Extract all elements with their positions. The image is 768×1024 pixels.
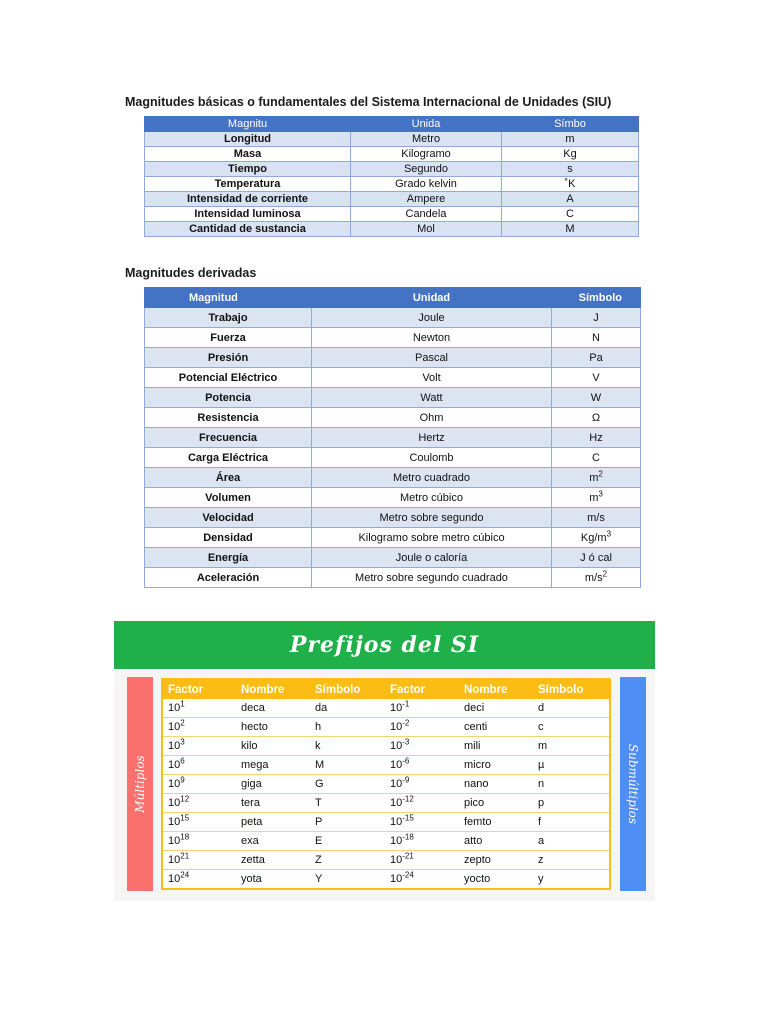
column-header: Unidad bbox=[312, 288, 552, 308]
unit-cell: Metro sobre segundo cuadrado bbox=[312, 568, 552, 588]
factor-base: 10 bbox=[390, 721, 403, 733]
unit-cell: Candela bbox=[351, 207, 502, 222]
factor-base: 10 bbox=[168, 797, 181, 809]
magnitude-cell: Carga Eléctrica bbox=[145, 448, 312, 468]
unit-cell: Metro cúbico bbox=[312, 488, 552, 508]
derived-magnitudes-title: Magnitudes derivadas bbox=[125, 266, 257, 280]
submultiple-factor-cell bbox=[385, 851, 459, 870]
submultiple-symbol-cell: a bbox=[533, 832, 610, 851]
table-header-row bbox=[145, 117, 639, 132]
symbol-base: m bbox=[589, 471, 599, 484]
submultiples-side-bar bbox=[620, 677, 646, 891]
symbol-cell: J ó cal bbox=[552, 548, 641, 568]
magnitude-cell: Masa bbox=[145, 147, 351, 162]
multiple-symbol-cell: M bbox=[310, 756, 385, 775]
unit-cell: Joule o caloría bbox=[312, 548, 552, 568]
factor-base: 10 bbox=[390, 702, 403, 714]
submultiple-name-cell: yocto bbox=[459, 870, 533, 890]
multiple-factor-cell bbox=[162, 737, 236, 756]
table-row bbox=[145, 177, 639, 192]
factor-base: 10 bbox=[168, 873, 181, 885]
unit-cell: Mol bbox=[351, 222, 502, 237]
unit-cell: Volt bbox=[312, 368, 552, 388]
symbol-exponent: 2 bbox=[602, 568, 608, 578]
submultiple-name-cell: nano bbox=[459, 775, 533, 794]
table-row bbox=[162, 737, 610, 756]
symbol-cell bbox=[552, 568, 641, 588]
table-row bbox=[145, 528, 641, 548]
factor-base: 10 bbox=[168, 854, 181, 866]
table-row bbox=[162, 832, 610, 851]
submultiple-factor-cell bbox=[385, 870, 459, 890]
table-row bbox=[145, 328, 641, 348]
magnitude-cell: Área bbox=[145, 468, 312, 488]
factor-base: 10 bbox=[168, 778, 181, 790]
derived-magnitudes-table bbox=[144, 287, 641, 588]
table-row bbox=[145, 132, 639, 147]
multiple-symbol-cell: Y bbox=[310, 870, 385, 890]
multiple-name-cell: peta bbox=[236, 813, 310, 832]
factor-exponent: -9 bbox=[402, 775, 410, 785]
table-row bbox=[145, 408, 641, 428]
symbol-cell: s bbox=[502, 162, 639, 177]
factor-exponent: -12 bbox=[402, 794, 414, 804]
factor-exponent: 15 bbox=[180, 813, 190, 823]
submultiple-symbol-cell: d bbox=[533, 699, 610, 718]
multiple-symbol-cell: Z bbox=[310, 851, 385, 870]
table-row bbox=[162, 699, 610, 718]
submultiple-factor-cell bbox=[385, 775, 459, 794]
magnitude-cell: Cantidad de sustancia bbox=[145, 222, 351, 237]
column-header: Nombre bbox=[459, 679, 533, 699]
symbol-base: m/s bbox=[584, 571, 603, 584]
submultiple-name-cell: zepto bbox=[459, 851, 533, 870]
table-row bbox=[145, 548, 641, 568]
table-row bbox=[145, 348, 641, 368]
multiple-factor-cell bbox=[162, 699, 236, 718]
factor-exponent: -24 bbox=[402, 870, 414, 880]
submultiple-symbol-cell: µ bbox=[533, 756, 610, 775]
factor-base: 10 bbox=[390, 740, 403, 752]
prefixes-banner-title: Prefijos del SI bbox=[114, 621, 655, 669]
table-row bbox=[145, 568, 641, 588]
table-row bbox=[145, 207, 639, 222]
symbol-cell: N bbox=[552, 328, 641, 348]
symbol-cell: J bbox=[552, 308, 641, 328]
factor-exponent: 3 bbox=[180, 737, 185, 747]
factor-base: 10 bbox=[168, 835, 181, 847]
submultiple-factor-cell bbox=[385, 756, 459, 775]
multiple-factor-cell bbox=[162, 813, 236, 832]
factor-exponent: -18 bbox=[402, 832, 414, 842]
column-header: Magnitud bbox=[145, 288, 312, 308]
unit-cell: Watt bbox=[312, 388, 552, 408]
symbol-cell: Hz bbox=[552, 428, 641, 448]
factor-base: 10 bbox=[168, 721, 181, 733]
factor-exponent: -21 bbox=[402, 851, 414, 861]
table-row bbox=[145, 192, 639, 207]
symbol-cell: m/s bbox=[552, 508, 641, 528]
unit-cell: Metro sobre segundo bbox=[312, 508, 552, 528]
magnitude-cell: Presión bbox=[145, 348, 312, 368]
table-header-row bbox=[145, 288, 641, 308]
si-prefixes-panel bbox=[114, 621, 655, 901]
unit-cell: Joule bbox=[312, 308, 552, 328]
multiple-factor-cell bbox=[162, 832, 236, 851]
table-row bbox=[145, 368, 641, 388]
multiple-name-cell: hecto bbox=[236, 718, 310, 737]
table-row bbox=[145, 508, 641, 528]
submultiple-name-cell: mili bbox=[459, 737, 533, 756]
column-header: Magnitu bbox=[145, 117, 351, 132]
symbol-cell: Ω bbox=[552, 408, 641, 428]
factor-exponent: -3 bbox=[402, 737, 410, 747]
factor-exponent: 12 bbox=[180, 794, 190, 804]
magnitude-cell: Intensidad luminosa bbox=[145, 207, 351, 222]
magnitude-cell: Volumen bbox=[145, 488, 312, 508]
table-row bbox=[145, 308, 641, 328]
factor-base: 10 bbox=[390, 835, 403, 847]
factor-exponent: 9 bbox=[180, 775, 185, 785]
magnitude-cell: Potencial Eléctrico bbox=[145, 368, 312, 388]
multiple-symbol-cell: G bbox=[310, 775, 385, 794]
unit-cell: Metro cuadrado bbox=[312, 468, 552, 488]
table-row bbox=[162, 794, 610, 813]
factor-base: 10 bbox=[390, 778, 403, 790]
multiple-symbol-cell: h bbox=[310, 718, 385, 737]
symbol-cell bbox=[552, 468, 641, 488]
multiple-symbol-cell: da bbox=[310, 699, 385, 718]
multiple-symbol-cell: P bbox=[310, 813, 385, 832]
multiple-symbol-cell: T bbox=[310, 794, 385, 813]
magnitude-cell: Tiempo bbox=[145, 162, 351, 177]
symbol-base: m bbox=[589, 491, 599, 504]
table-row bbox=[145, 428, 641, 448]
table-row bbox=[145, 388, 641, 408]
submultiple-factor-cell bbox=[385, 737, 459, 756]
factor-base: 10 bbox=[390, 759, 403, 771]
multiples-label: Múltiplos bbox=[133, 755, 147, 813]
symbol-cell: ˚K bbox=[502, 177, 639, 192]
column-header: Símbo bbox=[502, 117, 639, 132]
magnitude-cell: Velocidad bbox=[145, 508, 312, 528]
unit-cell: Coulomb bbox=[312, 448, 552, 468]
factor-exponent: -15 bbox=[402, 813, 414, 823]
symbol-cell: Pa bbox=[552, 348, 641, 368]
submultiple-name-cell: atto bbox=[459, 832, 533, 851]
submultiples-label: Submúltiplos bbox=[626, 743, 640, 825]
symbol-cell: C bbox=[552, 448, 641, 468]
submultiple-symbol-cell: z bbox=[533, 851, 610, 870]
factor-base: 10 bbox=[168, 759, 181, 771]
basic-magnitudes-title: Magnitudes básicas o fundamentales del Sistema Internacional de Unidades (SIU) bbox=[125, 95, 612, 109]
multiple-name-cell: deca bbox=[236, 699, 310, 718]
submultiple-symbol-cell: y bbox=[533, 870, 610, 890]
multiple-name-cell: zetta bbox=[236, 851, 310, 870]
factor-exponent: 2 bbox=[180, 718, 185, 728]
symbol-base: Kg/m bbox=[580, 531, 607, 544]
magnitude-cell: Trabajo bbox=[145, 308, 312, 328]
symbol-cell: Kg bbox=[502, 147, 639, 162]
factor-base: 10 bbox=[390, 873, 403, 885]
table-row bbox=[145, 147, 639, 162]
table-row bbox=[162, 775, 610, 794]
factor-exponent: 6 bbox=[180, 756, 185, 766]
unit-cell: Pascal bbox=[312, 348, 552, 368]
submultiple-name-cell: centi bbox=[459, 718, 533, 737]
submultiple-factor-cell bbox=[385, 794, 459, 813]
table-row bbox=[162, 851, 610, 870]
unit-cell: Kilogramo bbox=[351, 147, 502, 162]
magnitude-cell: Frecuencia bbox=[145, 428, 312, 448]
submultiple-factor-cell bbox=[385, 699, 459, 718]
table-header-row bbox=[162, 679, 610, 699]
multiple-name-cell: exa bbox=[236, 832, 310, 851]
submultiple-symbol-cell: f bbox=[533, 813, 610, 832]
column-header: Factor bbox=[162, 679, 236, 699]
factor-base: 10 bbox=[168, 740, 181, 752]
unit-cell: Newton bbox=[312, 328, 552, 348]
submultiple-symbol-cell: p bbox=[533, 794, 610, 813]
submultiple-name-cell: pico bbox=[459, 794, 533, 813]
submultiple-symbol-cell: m bbox=[533, 737, 610, 756]
factor-base: 10 bbox=[168, 702, 181, 714]
table-row bbox=[162, 813, 610, 832]
unit-cell: Hertz bbox=[312, 428, 552, 448]
prefixes-table bbox=[161, 678, 611, 890]
symbol-cell: M bbox=[502, 222, 639, 237]
symbol-cell bbox=[552, 528, 641, 548]
factor-base: 10 bbox=[168, 816, 181, 828]
symbol-exponent: 2 bbox=[598, 468, 603, 478]
multiple-name-cell: tera bbox=[236, 794, 310, 813]
symbol-cell: V bbox=[552, 368, 641, 388]
magnitude-cell: Longitud bbox=[145, 132, 351, 147]
table-row bbox=[162, 870, 610, 890]
submultiple-symbol-cell: n bbox=[533, 775, 610, 794]
symbol-cell: W bbox=[552, 388, 641, 408]
submultiple-symbol-cell: c bbox=[533, 718, 610, 737]
multiple-name-cell: yota bbox=[236, 870, 310, 890]
basic-magnitudes-table bbox=[144, 116, 639, 237]
unit-cell: Segundo bbox=[351, 162, 502, 177]
factor-exponent: 24 bbox=[180, 870, 190, 880]
multiple-factor-cell bbox=[162, 775, 236, 794]
multiples-side-bar bbox=[127, 677, 153, 891]
table-row bbox=[162, 756, 610, 775]
factor-base: 10 bbox=[390, 797, 403, 809]
table-row bbox=[145, 448, 641, 468]
unit-cell: Ampere bbox=[351, 192, 502, 207]
submultiple-name-cell: deci bbox=[459, 699, 533, 718]
table-row bbox=[145, 222, 639, 237]
unit-cell: Ohm bbox=[312, 408, 552, 428]
multiple-name-cell: mega bbox=[236, 756, 310, 775]
table-row bbox=[145, 162, 639, 177]
multiple-name-cell: kilo bbox=[236, 737, 310, 756]
submultiple-name-cell: femto bbox=[459, 813, 533, 832]
magnitude-cell: Fuerza bbox=[145, 328, 312, 348]
unit-cell: Kilogramo sobre metro cúbico bbox=[312, 528, 552, 548]
column-header: Unida bbox=[351, 117, 502, 132]
symbol-cell: C bbox=[502, 207, 639, 222]
submultiple-factor-cell bbox=[385, 813, 459, 832]
factor-exponent: -1 bbox=[402, 699, 410, 709]
symbol-exponent: 3 bbox=[606, 528, 612, 538]
magnitude-cell: Temperatura bbox=[145, 177, 351, 192]
factor-exponent: 21 bbox=[180, 851, 190, 861]
symbol-cell: m bbox=[502, 132, 639, 147]
submultiple-factor-cell bbox=[385, 718, 459, 737]
submultiple-name-cell: micro bbox=[459, 756, 533, 775]
unit-cell: Grado kelvin bbox=[351, 177, 502, 192]
multiple-symbol-cell: E bbox=[310, 832, 385, 851]
multiple-factor-cell bbox=[162, 718, 236, 737]
column-header: Nombre bbox=[236, 679, 310, 699]
table-row bbox=[145, 488, 641, 508]
magnitude-cell: Intensidad de corriente bbox=[145, 192, 351, 207]
multiple-factor-cell bbox=[162, 794, 236, 813]
column-header: Factor bbox=[385, 679, 459, 699]
symbol-cell bbox=[552, 488, 641, 508]
factor-exponent: -6 bbox=[402, 756, 410, 766]
table-row bbox=[145, 468, 641, 488]
multiple-symbol-cell: k bbox=[310, 737, 385, 756]
factor-exponent: -2 bbox=[402, 718, 410, 728]
column-header: Símbolo bbox=[533, 679, 610, 699]
multiple-name-cell: giga bbox=[236, 775, 310, 794]
symbol-cell: A bbox=[502, 192, 639, 207]
factor-exponent: 1 bbox=[180, 699, 185, 709]
magnitude-cell: Aceleración bbox=[145, 568, 312, 588]
table-row bbox=[162, 718, 610, 737]
multiple-factor-cell bbox=[162, 756, 236, 775]
magnitude-cell: Potencia bbox=[145, 388, 312, 408]
multiple-factor-cell bbox=[162, 851, 236, 870]
factor-exponent: 18 bbox=[180, 832, 190, 842]
prefixes-table-body bbox=[162, 699, 610, 889]
symbol-exponent: 3 bbox=[598, 488, 603, 498]
multiple-factor-cell bbox=[162, 870, 236, 890]
column-header: Símbolo bbox=[552, 288, 641, 308]
column-header: Símbolo bbox=[310, 679, 385, 699]
submultiple-factor-cell bbox=[385, 832, 459, 851]
unit-cell: Metro bbox=[351, 132, 502, 147]
magnitude-cell: Densidad bbox=[145, 528, 312, 548]
factor-base: 10 bbox=[390, 816, 403, 828]
factor-base: 10 bbox=[390, 854, 403, 866]
magnitude-cell: Resistencia bbox=[145, 408, 312, 428]
magnitude-cell: Energía bbox=[145, 548, 312, 568]
